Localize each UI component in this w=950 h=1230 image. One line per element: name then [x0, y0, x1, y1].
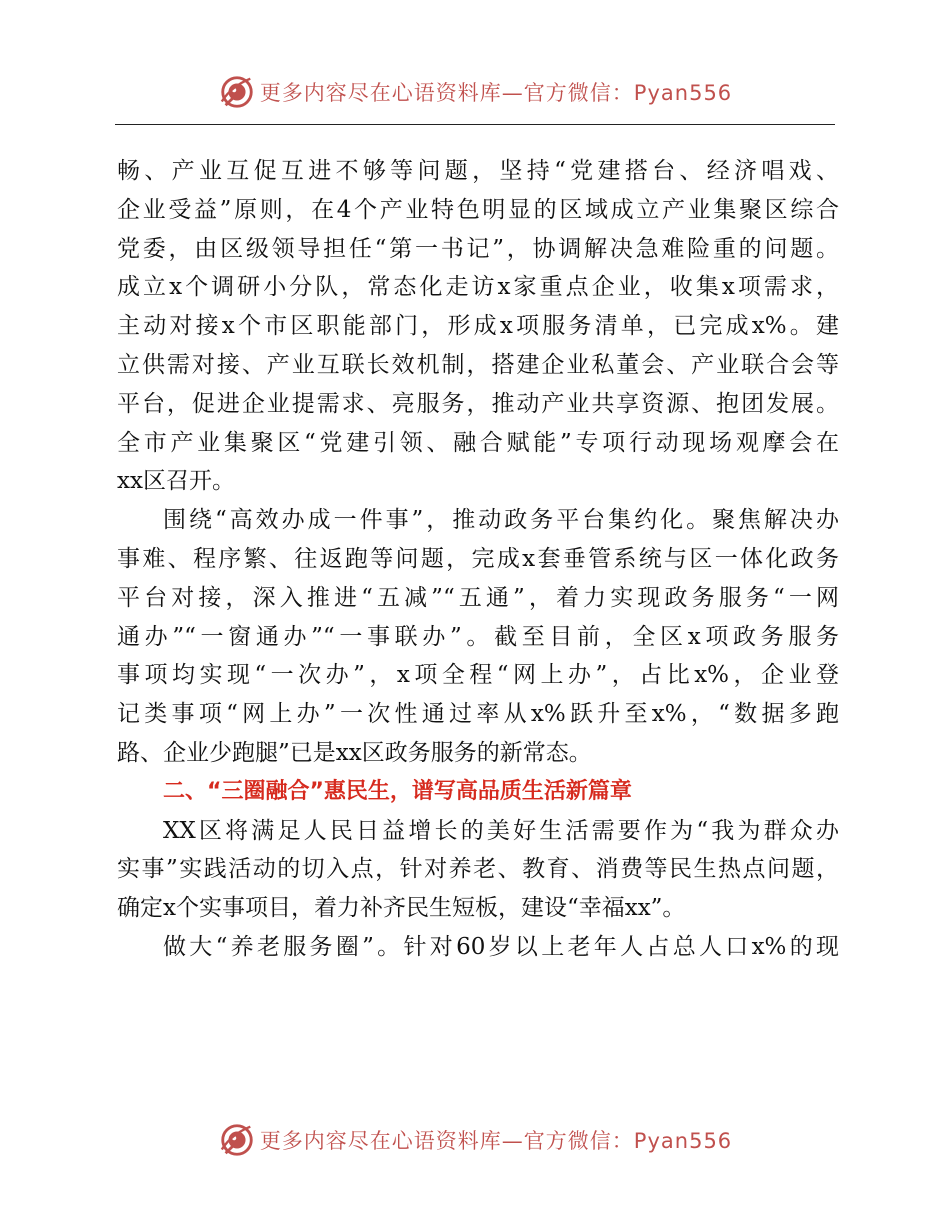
section-heading: 二、“三圈融合”惠民生，谱写高品质生活新篇章	[163, 778, 632, 804]
paragraph-line: 企业受益”原则，在4个产业特色明显的区域成立产业集聚区综合	[117, 196, 839, 223]
header-banner-text: 更多内容尽在心语资料库—官方微信：Pyan556	[259, 81, 733, 105]
paragraph-line: 立供需对接、产业互联长效机制，搭建企业私董会、产业联合会等	[117, 351, 839, 378]
paragraph-line: 成立x个调研小分队，常态化走访x家重点企业，收集x项需求，	[117, 274, 839, 301]
paragraph-line: 平台对接，深入推进“五减”“五通”，着力实现政务服务“一网	[117, 584, 839, 611]
mascot-logo-icon	[218, 73, 256, 111]
paragraph-line: XX区将满足人民日益增长的美好生活需要作为“我为群众办	[163, 817, 839, 844]
paragraph-line: 围绕“高效办成一件事”，推动政务平台集约化。聚焦解决办	[163, 507, 839, 534]
paragraph-line: 做大“养老服务圈”。针对60岁以上老年人占总人口x%的现	[163, 933, 839, 960]
paragraph-line: 记类事项“网上办”一次性通过率从x%跃升至x%，“数据多跑	[117, 701, 839, 728]
header-divider	[115, 124, 835, 125]
paragraph-line: 实事”实践活动的切入点，针对养老、教育、消费等民生热点问题，	[117, 856, 839, 883]
paragraph-line: 畅、产业互促互进不够等问题，坚持“党建搭台、经济唱戏、	[117, 158, 839, 184]
page-footer-banner	[0, 1118, 950, 1162]
paragraph-line: 主动对接x个市区职能部门，形成x项服务清单，已完成x%。建	[117, 313, 839, 340]
paragraph-line: 全市产业集聚区“党建引领、融合赋能”专项行动现场观摩会在	[117, 429, 839, 456]
document-body	[117, 152, 839, 967]
paragraph-line: 党委，由区级领导担任“第一书记”，协调解决急难险重的问题。	[117, 235, 839, 262]
paragraph-line: 确定x个实事项目，着力补齐民生短板，建设“幸福xx”。	[117, 895, 686, 922]
paragraph-line: xx区召开。	[117, 468, 235, 495]
mascot-logo-icon	[218, 1121, 256, 1159]
paragraph-line: 路、企业少跑腿”已是xx区政务服务的新常态。	[117, 739, 592, 766]
paragraph-line: 通办”“一窗通办”“一事联办”。截至目前，全区x项政务服务	[117, 623, 839, 650]
page-header-banner	[0, 70, 950, 114]
footer-banner-text: 更多内容尽在心语资料库—官方微信：Pyan556	[259, 1129, 733, 1153]
paragraph-line: 事项均实现“一次办”，x项全程“网上办”，占比x%，企业登	[117, 662, 839, 689]
paragraph-line: 事难、程序繁、往返跑等问题，完成x套垂管系统与区一体化政务	[117, 545, 839, 572]
paragraph-line: 平台，促进企业提需求、亮服务，推动产业共享资源、抱团发展。	[117, 390, 839, 417]
